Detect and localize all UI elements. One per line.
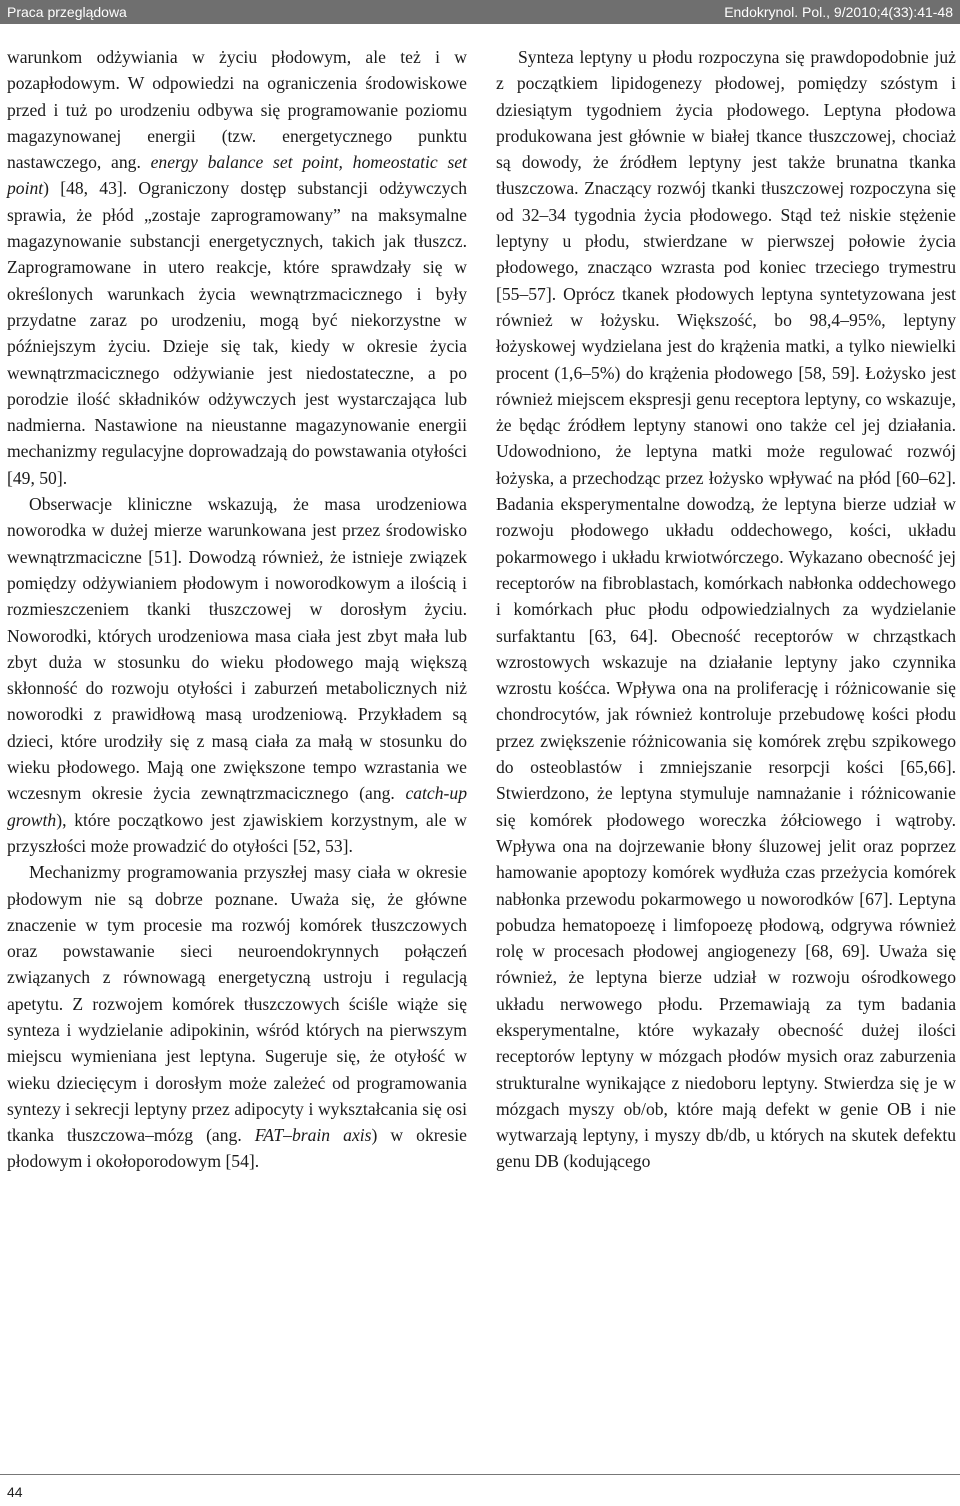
english-term: energy balance set point, homeostatic set point	[7, 152, 468, 199]
paragraph: Synteza leptyny u płodu rozpoczyna się prawdopodobnie już z początkiem lipidogenezy płodowej, pomiędzy szóstym i dziesiątym tygodniem życia płodowego. Leptyna płodowa produkowana jest głównie w białej tkance tłuszczowej, chociaż są dowody, że źródłem leptyny jest także brunatna tkanka tłuszczowa. Znaczący rozwój tkanki tłuszczowej rozpoczyna się od 32–34 tygodnia życia płodowego. Stąd też niskie stężenie leptyny u płodu, stwierdzane w pierwszej połowie życia płodowego, znacząco wzrasta pod koniec trzeciego trymestru [55–57]. Oprócz tkanek płodowych leptyna syntetyzowana jest również w łożysku. Większość, bo 98,4–95%, leptyny łożyskowej wydzielana jest do krążenia matki, a tylko niewielki procent (1,6–5%) do krążenia płodowego [58, 59]. Łożysko jest również miejscem ekspresji genu receptora leptyny, co wskazuje, że będąc źródłem leptyny stanowi ono także cel jej działania. Udowodniono, że leptyna matki może regulować rozwój łożyska, a przechodząc przez łożysko wpływać na płód [60–62]. Badania eksperymentalne dowodzą, że leptyna bierze udział w rozwoju płodowego układu oddechowego, kości, układu pokarmowego i układu krwiotwórczego. Wykazano obecność jej receptorów na fibroblastach, komórkach nabłonka oddechowego i komórkach płuc płodu odpowiedzialnych za wydzielanie surfaktantu [63, 64]. Obecność receptorów w chrząstkach wzrostowych wskazuje na działanie leptyny jako czynnika wzrostu kośćca. Wpływa ona na proliferację i różnicowanie się chondrocytów, jak również kontroluje przebudowę kości płodu przez zwiększenie różnicowania się komórek zrębu szpikowego do osteoblastów i zmniejszanie resorpcji kości [65,66]. Stwierdzono, że leptyna stymuluje namnażanie i różnicowanie się komórek płodowego woreczka żółciowego i wątroby. Wpływa ona na dojrzewanie błony śluzowej jelit oraz poprzez hamowanie apoptozy komórek wydłuża czas przeżycia komórek nabłonka przewodu pokarmowego u noworodków [67]. Leptyna pobudza hematopoezę i limfopoezę płodową, odgrywa również rolę w procesach płodowej angiogenezy [68, 69]. Uważa się również, że leptyna bierze udział w rozwoju ośrodkowego układu nerwowego płodu. Przemawiają za tym badania eksperymentalne, które wykazały obecność dużej ilości receptorów leptyny w mózgach płodów mysich oraz zaburzenia strukturalne wynikające z niedoboru leptyny. Stwierdza się je w mózgach myszy ob/ob, które mają defekt w genie OB i nie wytwarzają leptyny, i myszy db/db, u których na skutek defektu genu DB (kodującego	[496, 47, 956, 1172]
paragraph	[7, 491, 467, 859]
english-term: FAT–brain axis	[254, 1125, 372, 1146]
footer-divider	[0, 1474, 960, 1475]
english-term: catch-up growth	[7, 783, 467, 830]
section-label: Praca przeglądowa	[7, 4, 127, 20]
paragraph	[7, 44, 467, 491]
running-header	[0, 0, 960, 24]
paragraph-text: ) [48, 43]. Ograniczony dostęp substancji odżywczych sprawia, że płód „zostaje zaprogramowany” na maksymalne magazynowanie substancji energetycznych, takich jak tłuszcz. Zaprogramowane in utero reakcje, które sprawdzały się w określonych warunkach życia wewnątrzmacicznego i były przydatne zaraz po urodzeniu, mogą być niekorzystne w późniejszym życiu. Dzieje się tak, kiedy w okresie życia wewnątrzmacicznego odżywianie jest niedostateczne, a po porodzie ilość składników odżywczych jest wystarczająca lub nadmierna. Nastawione na nieustanne magazynowanie energii mechanizmy regulacyjne doprowadzają do powstawania otyłości [49, 50].	[7, 178, 467, 488]
right-text-column	[496, 44, 956, 1175]
paragraph-text: Mechanizmy programowania przyszłej masy ciała w okresie płodowym nie są dobrze poznane. Uważa się, że główne znaczenie w tym procesie ma rozwój komórek tłuszczowych oraz powstawanie sieci neuroendokrynnych połączeń związanych z równowagą energetyczną ustroju i regulacją apetytu. Z rozwojem komórek tłuszczowych ściśle wiąże się synteza i wydzielanie adipokinin, wśród których na pierwszym miejscu wymieniana jest leptyna. Sugeruje się, że otyłość w wieku dziecięcym i dorosłym może zależeć od programowania syntezy i sekrecji leptyny przez adipocyty i wykształcania się osi tkanka tłuszczowa–mózg (ang.	[7, 862, 467, 1146]
paragraph	[7, 859, 467, 1175]
paragraph-text: ), które początkowo jest zjawiskiem korzystnym, ale w przyszłości może prowadzić do otyłości [52, 53].	[7, 809, 467, 856]
paragraph-text: ) w okresie płodowym i okołoporodowym [54].	[7, 1125, 467, 1172]
page-number: 44	[7, 1484, 23, 1500]
paragraph-text: Obserwacje kliniczne wskazują, że masa urodzeniowa noworodka w dużej mierze warunkowana jest przez środowisko wewnątrzmaciczne [51]. Dowodzą również, że istnieje związek pomiędzy odżywianiem płodowym i noworodkowym a ilością i rozmieszczeniem tkanki tłuszczowej w dorosłym życiu. Noworodki, których urodzeniowa masa ciała jest zbyt mała lub zbyt duża w stosunku do wieku płodowego mają większą skłonność do rozwoju otyłości i zaburzeń metabolicznych niż noworodki z prawidłową masą urodzeniową. Przykładem są dzieci, które urodziły się z masą ciała za małą w stosunku do wieku płodowego. Mają one zwiększone tempo wzrastania we wczesnym okresie życia zewnątrzmacicznego (ang.	[7, 494, 467, 804]
journal-reference: Endokrynol. Pol., 9/2010;4(33):41-48	[724, 4, 953, 20]
paragraph-text: warunkom odżywiania w życiu płodowym, ale też i w pozapłodowym. W odpowiedzi na ograniczenia środowiskowe przed i tuż po urodzeniu odbywa się programowanie poziomu magazynowanej energii (tzw. energetycznego punktu nastawczego, ang.	[7, 47, 467, 173]
left-text-column	[7, 44, 467, 1175]
